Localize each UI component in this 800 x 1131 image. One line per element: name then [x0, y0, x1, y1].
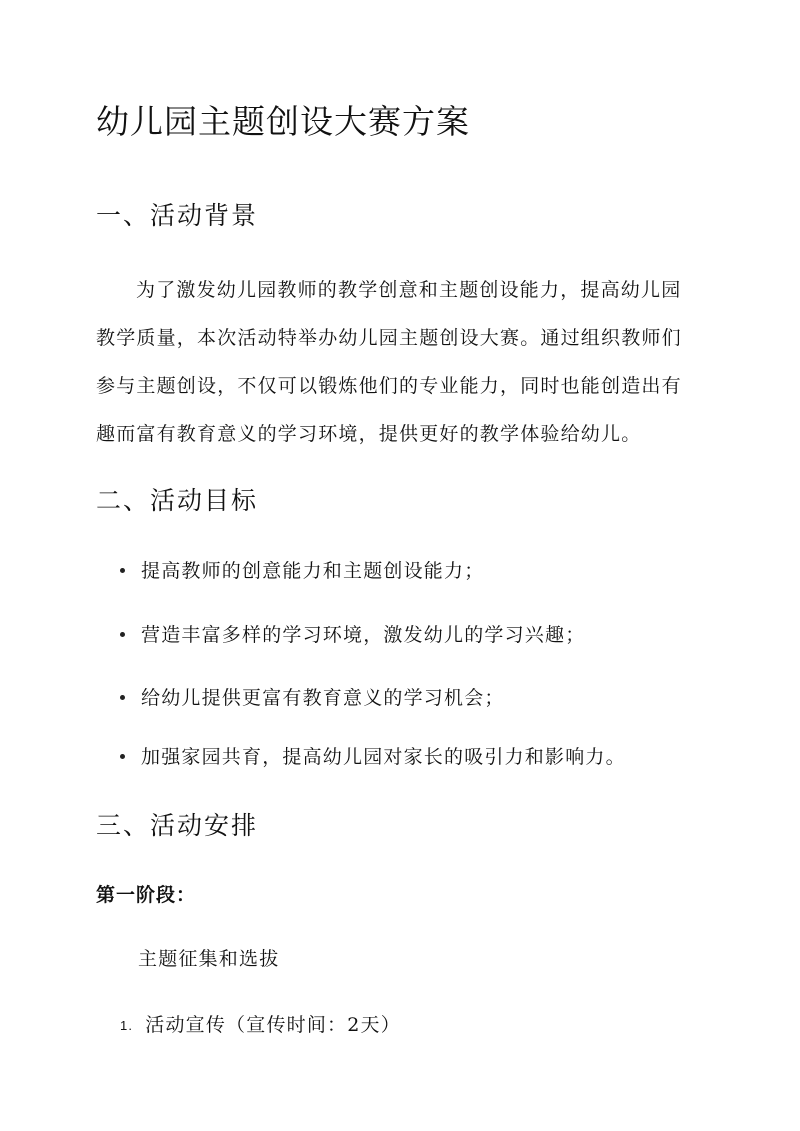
paragraph-line: 为了激发幼儿园教师的教学创意和主题创设能力，提高幼儿园 [136, 279, 682, 301]
paragraph-line: 教学质量，本次活动特举办幼儿园主题创设大赛。通过组织教师们 [96, 327, 682, 349]
bullet-icon [120, 754, 125, 759]
paragraph-line: 参与主题创设，不仅可以锻炼他们的专业能力，同时也能创造出有 [96, 375, 682, 397]
goal-text: 提高教师的创意能力和主题创设能力； [141, 560, 485, 582]
item-number: 1. [120, 1018, 134, 1033]
background-paragraph [96, 266, 706, 458]
goal-list-item [120, 556, 484, 583]
section-heading-background: 一、活动背景 [96, 201, 259, 230]
bullet-icon [120, 632, 125, 637]
section-heading-schedule: 三、活动安排 [96, 811, 259, 840]
bullet-icon [120, 695, 125, 700]
goal-text: 给幼儿提供更富有教育意义的学习机会； [141, 687, 505, 709]
item-text: 活动宣传（宣传时间：2天） [145, 1014, 401, 1036]
paragraph-line: 趣而富有教育意义的学习环境，提供更好的教学体验给幼儿。 [96, 423, 642, 445]
goal-list-item [120, 683, 505, 710]
goal-text: 加强家园共育，提高幼儿园对家长的吸引力和影响力。 [141, 746, 626, 768]
goal-list-item [120, 620, 585, 647]
stage-label: 第一阶段： [96, 884, 197, 906]
bullet-icon [120, 568, 125, 573]
goal-list-item [120, 742, 626, 769]
stage-subtitle: 主题征集和选拔 [138, 948, 280, 970]
goal-text: 营造丰富多样的学习环境，激发幼儿的学习兴趣； [141, 624, 586, 646]
document-title: 幼儿园主题创设大赛方案 [96, 102, 470, 141]
numbered-list-item [120, 1010, 401, 1037]
section-heading-goals: 二、活动目标 [96, 486, 259, 515]
